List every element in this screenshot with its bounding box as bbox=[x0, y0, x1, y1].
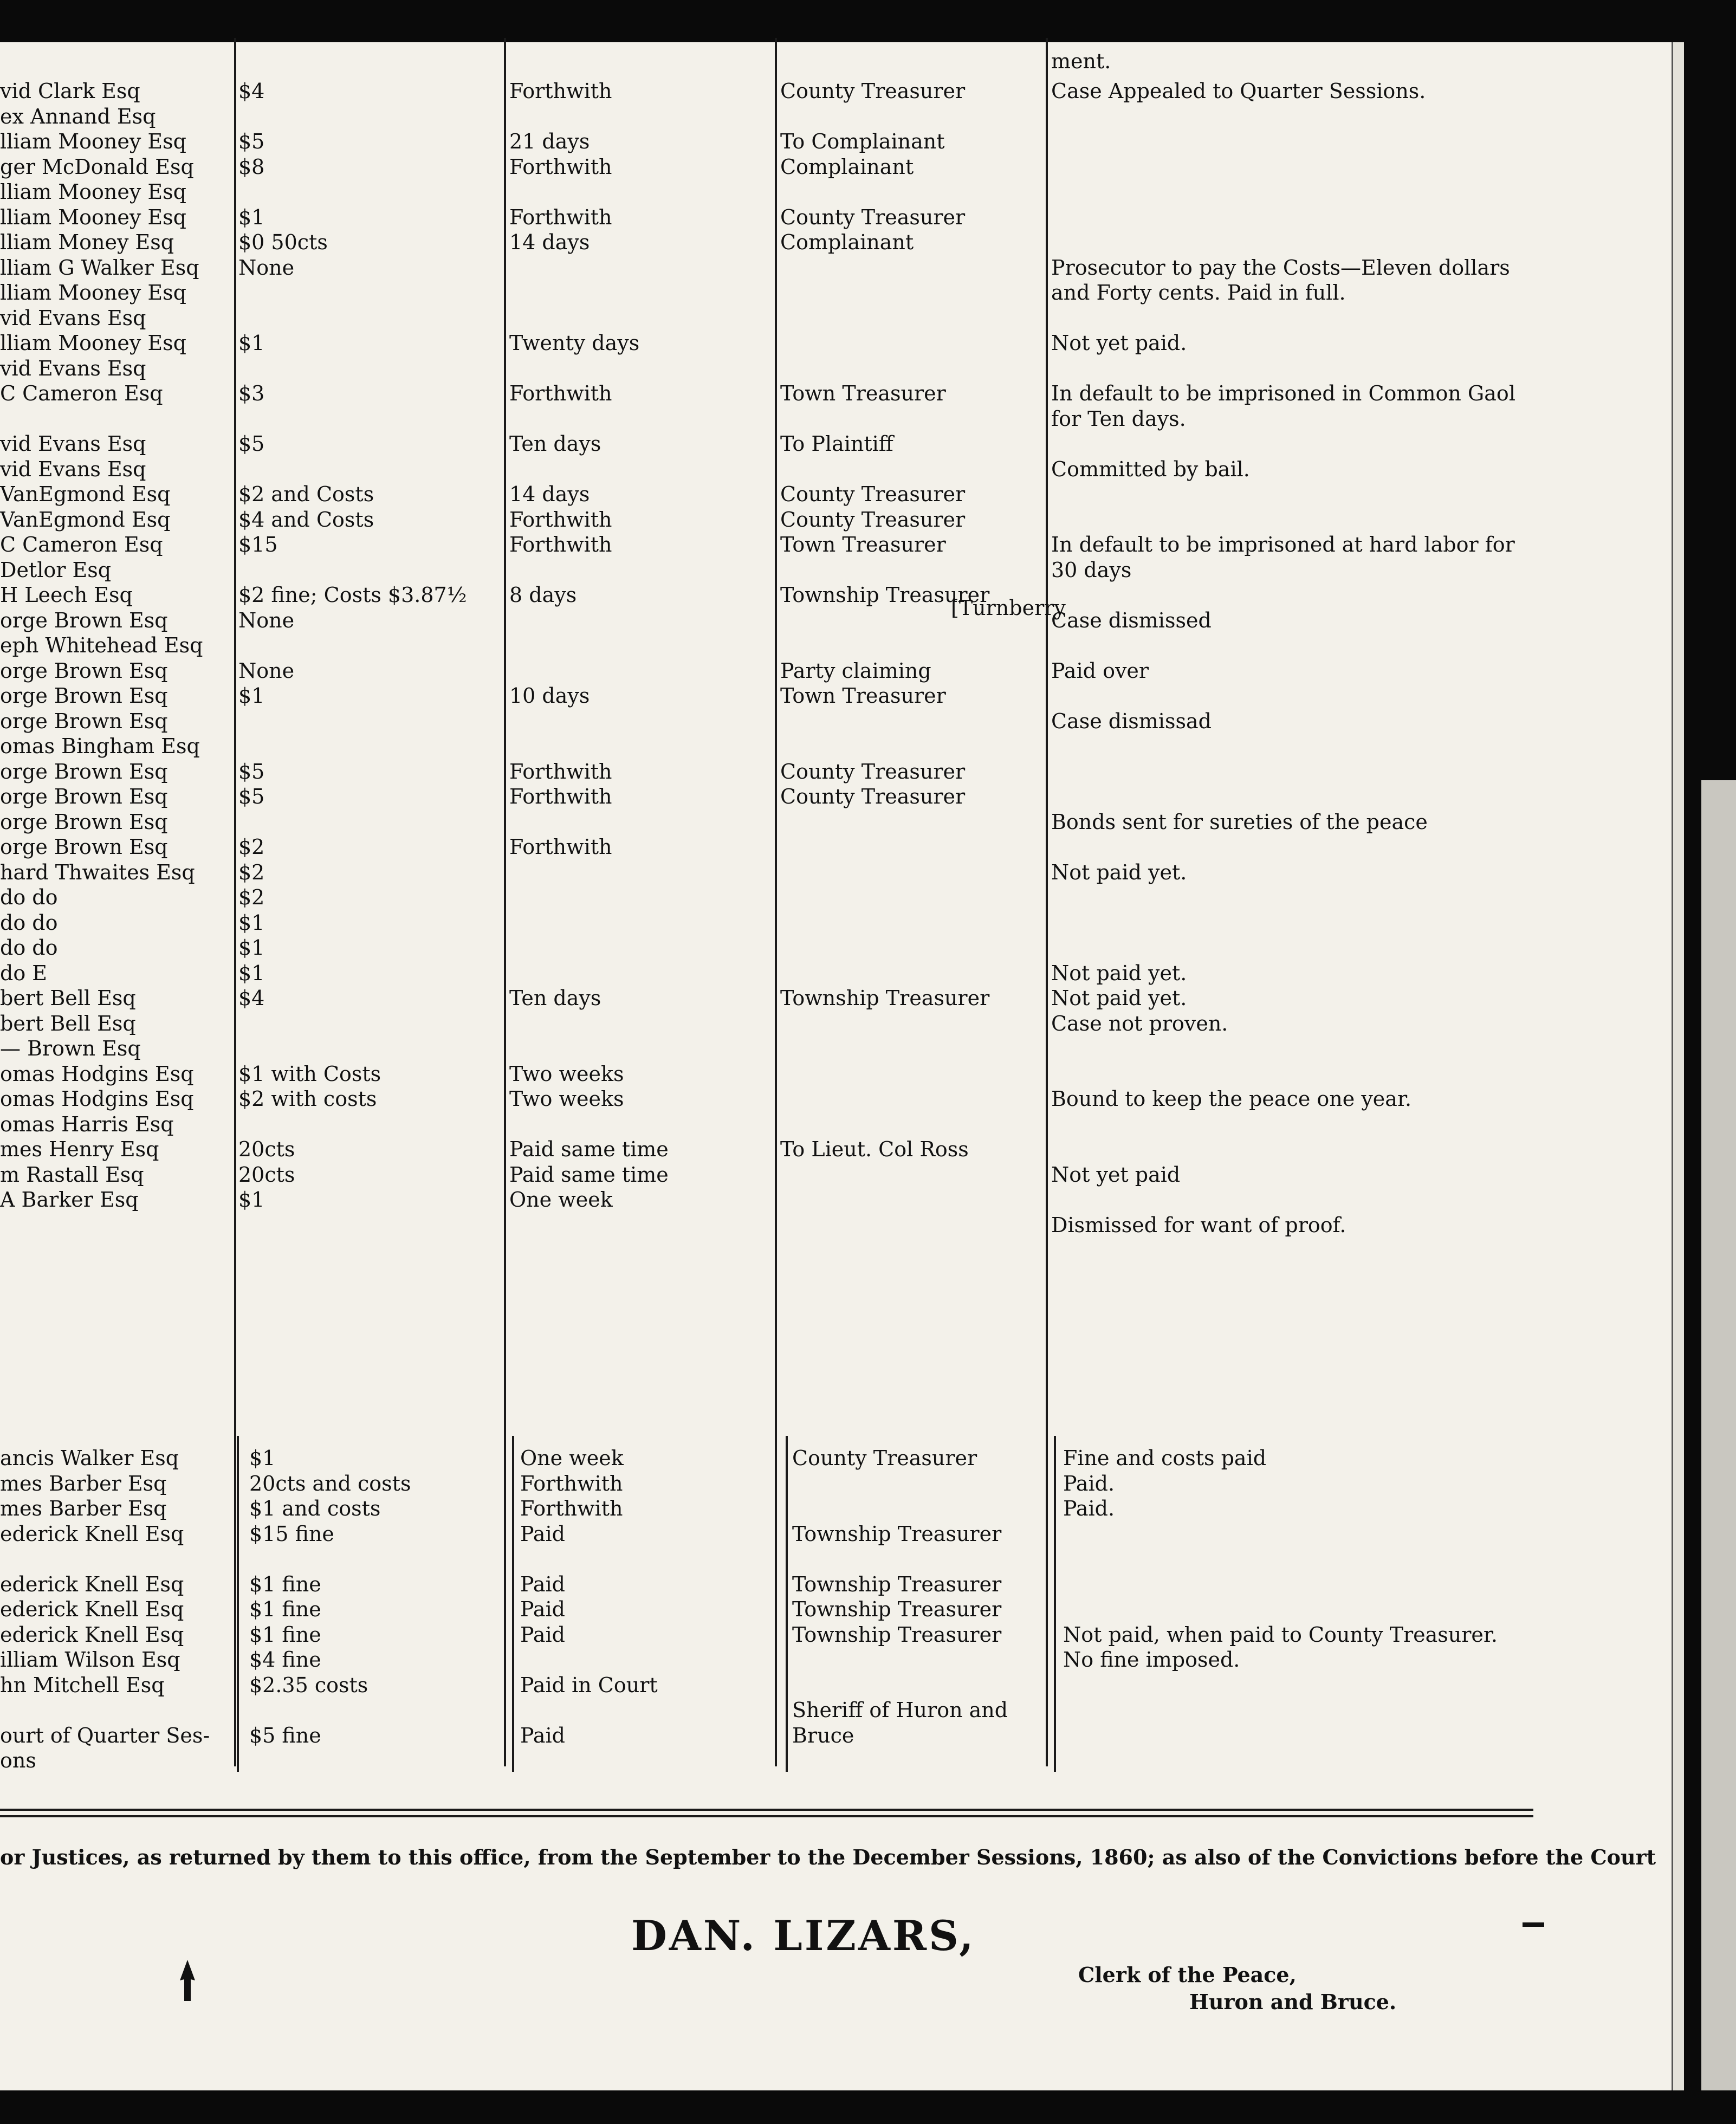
paid-to-cell: Township Treasurer bbox=[792, 1521, 1002, 1546]
table-row bbox=[0, 306, 1669, 331]
table-row bbox=[0, 935, 1669, 960]
justice-cell: vid Evans Esq bbox=[0, 432, 146, 456]
fine-cell: None bbox=[238, 608, 295, 632]
bottom-rule bbox=[0, 1809, 1533, 1811]
table-row bbox=[0, 255, 1669, 280]
time-cell: Paid bbox=[520, 1521, 565, 1546]
time-cell: 14 days bbox=[509, 230, 590, 254]
remark-cell: In default to be imprisoned in Common Gaol bbox=[1051, 381, 1515, 405]
fine-cell: $2 with costs bbox=[238, 1087, 377, 1111]
paid-to-cell: To Lieut. Col Ross bbox=[780, 1137, 969, 1161]
justice-cell: m Rastall Esq bbox=[0, 1162, 144, 1187]
justice-cell: lliam Mooney Esq bbox=[0, 180, 186, 204]
table-row bbox=[0, 79, 1669, 103]
paid-to-cell: Township Treasurer bbox=[780, 583, 990, 607]
paid-to-cell: County Treasurer bbox=[780, 785, 966, 808]
time-cell: Forthwith bbox=[509, 507, 612, 532]
table-row bbox=[0, 1496, 1669, 1521]
footer-note: or Justices, as returned by them to this office, from the September to the December Sessions, 1860; as also of the Convictions before the Court bbox=[0, 1845, 1656, 1869]
table-row bbox=[0, 1011, 1669, 1036]
paid-to-cell: Township Treasurer bbox=[780, 986, 990, 1010]
justice-cell: orge Brown Esq bbox=[0, 709, 168, 733]
justice-cell: ons bbox=[0, 1749, 36, 1772]
time-cell: Paid bbox=[520, 1622, 565, 1647]
pointing-hand-icon bbox=[176, 1959, 199, 2002]
fine-cell: None bbox=[238, 255, 295, 280]
fine-cell: $2.35 costs bbox=[249, 1673, 368, 1697]
justice-cell: orge Brown Esq bbox=[0, 658, 168, 683]
table-row bbox=[0, 709, 1669, 734]
fine-cell: $4 bbox=[238, 79, 265, 103]
justice-cell: hard Thwaites Esq bbox=[0, 860, 195, 884]
justice-cell: lliam Mooney Esq bbox=[0, 205, 186, 229]
table-row bbox=[0, 457, 1669, 482]
fine-cell: $2 bbox=[238, 885, 265, 909]
fine-cell: $1 fine bbox=[249, 1597, 321, 1621]
fine-cell: $4 and Costs bbox=[238, 507, 374, 532]
time-cell: Forthwith bbox=[509, 835, 612, 859]
remark-cell: Not paid yet. bbox=[1051, 961, 1187, 985]
table-row bbox=[0, 129, 1669, 154]
fine-cell: $3 bbox=[238, 381, 265, 405]
remark-cell: No fine imposed. bbox=[1063, 1648, 1240, 1672]
table-row bbox=[0, 179, 1669, 204]
time-cell: Forthwith bbox=[509, 205, 612, 229]
fine-cell: $5 bbox=[238, 129, 265, 153]
page-edge-strip bbox=[1701, 780, 1736, 2124]
office-line-1: Clerk of the Peace, bbox=[1078, 1963, 1297, 1987]
fine-cell: $1 with Costs bbox=[238, 1061, 381, 1086]
fine-cell: $1 fine bbox=[249, 1622, 321, 1647]
time-cell: Paid in Court bbox=[520, 1673, 658, 1697]
justice-cell: omas Hodgins Esq bbox=[0, 1087, 194, 1111]
remark-cell: Case dismissad bbox=[1051, 709, 1212, 733]
table-row bbox=[0, 1521, 1669, 1546]
time-cell: Ten days bbox=[509, 432, 601, 456]
paid-to-cell: Sheriff of Huron and bbox=[792, 1698, 1008, 1722]
table-row bbox=[0, 608, 1669, 633]
time-cell: Forthwith bbox=[520, 1471, 623, 1495]
paid-to-cell: Bruce bbox=[792, 1723, 854, 1747]
table-row bbox=[0, 683, 1669, 708]
table-row bbox=[0, 1546, 1669, 1571]
justice-cell: ederick Knell Esq bbox=[0, 1622, 184, 1647]
table-row bbox=[0, 381, 1669, 406]
fine-cell: 20cts bbox=[238, 1137, 295, 1161]
paid-to-cell: Town Treasurer bbox=[780, 381, 946, 405]
time-cell: Ten days bbox=[509, 986, 601, 1010]
table-row bbox=[0, 582, 1669, 607]
table-row bbox=[0, 104, 1669, 129]
paid-to-cell: County Treasurer bbox=[780, 205, 966, 229]
time-cell: Paid same time bbox=[509, 1137, 669, 1161]
justice-cell: lliam Mooney Esq bbox=[0, 331, 186, 355]
fine-cell: $1 bbox=[238, 961, 265, 985]
time-cell: Twenty days bbox=[509, 331, 640, 355]
justice-cell: orge Brown Esq bbox=[0, 810, 168, 834]
justice-cell: ourt of Quarter Ses- bbox=[0, 1723, 210, 1747]
table-row bbox=[0, 1162, 1669, 1187]
table-row bbox=[0, 482, 1669, 507]
justice-cell: do do bbox=[0, 936, 58, 960]
table-row bbox=[0, 759, 1669, 784]
time-cell: Two weeks bbox=[509, 1087, 624, 1111]
paid-to-cell: Township Treasurer bbox=[792, 1572, 1002, 1596]
fine-cell: $4 bbox=[238, 986, 265, 1010]
justice-cell: lliam Mooney Esq bbox=[0, 129, 186, 153]
paid-to-cell: To Complainant bbox=[780, 129, 945, 153]
fine-cell: $1 bbox=[238, 1188, 265, 1212]
paid-to-cell: Township Treasurer bbox=[792, 1622, 1002, 1647]
table-row bbox=[0, 734, 1669, 759]
remark-cell: Case not proven. bbox=[1051, 1011, 1228, 1035]
fine-cell: 20cts and costs bbox=[249, 1471, 411, 1495]
remark-cell: and Forty cents. Paid in full. bbox=[1051, 281, 1346, 305]
justice-cell: ederick Knell Esq bbox=[0, 1521, 184, 1546]
time-cell: Forthwith bbox=[509, 533, 612, 556]
table-row bbox=[0, 1112, 1669, 1137]
justice-cell: lliam G Walker Esq bbox=[0, 255, 199, 280]
time-cell: 8 days bbox=[509, 583, 577, 607]
time-cell: Paid same time bbox=[509, 1162, 669, 1187]
fine-cell: $5 bbox=[238, 785, 265, 808]
table-row bbox=[0, 356, 1669, 381]
remark-cell: Not paid yet. bbox=[1051, 986, 1187, 1010]
remark-cell: Bonds sent for sureties of the peace bbox=[1051, 810, 1428, 834]
justice-cell: do do bbox=[0, 885, 58, 909]
fine-cell: $1 and costs bbox=[249, 1497, 381, 1520]
justice-cell: omas Harris Esq bbox=[0, 1112, 174, 1136]
turnberry-note: [Turnberry bbox=[951, 596, 1066, 620]
fine-cell: $5 bbox=[238, 759, 265, 783]
fine-cell: $15 fine bbox=[249, 1521, 334, 1546]
table-row bbox=[0, 1622, 1669, 1647]
time-cell: Forthwith bbox=[520, 1497, 623, 1520]
paid-to-cell: Complainant bbox=[780, 230, 914, 254]
justice-cell: do do bbox=[0, 910, 58, 935]
justice-cell: C Cameron Esq bbox=[0, 533, 163, 556]
fine-cell: $1 bbox=[238, 331, 265, 355]
time-cell: Two weeks bbox=[509, 1061, 624, 1086]
fine-cell: $2 bbox=[238, 835, 265, 859]
fine-cell: $1 bbox=[238, 684, 265, 708]
paid-to-cell: County Treasurer bbox=[792, 1446, 977, 1470]
time-cell: One week bbox=[509, 1188, 613, 1212]
justice-cell: orge Brown Esq bbox=[0, 759, 168, 783]
table-row bbox=[0, 280, 1669, 305]
paid-to-cell: Complainant bbox=[780, 154, 914, 179]
top-remark-row bbox=[0, 49, 1669, 74]
fine-cell: $5 bbox=[238, 432, 265, 456]
table-row bbox=[0, 1673, 1669, 1698]
table-row bbox=[0, 860, 1669, 885]
office-line-2: Huron and Bruce. bbox=[1189, 1990, 1397, 2014]
table-row bbox=[0, 230, 1669, 255]
table-row bbox=[0, 1036, 1669, 1061]
remark-cell: Paid over bbox=[1051, 658, 1149, 683]
justice-cell: orge Brown Esq bbox=[0, 608, 168, 632]
justice-cell: Detlor Esq bbox=[0, 558, 112, 582]
remark-cell: Paid. bbox=[1063, 1471, 1115, 1495]
justice-cell: C Cameron Esq bbox=[0, 381, 163, 405]
remark-cell: Paid. bbox=[1063, 1497, 1115, 1520]
justice-cell: lliam Money Esq bbox=[0, 230, 174, 254]
paid-to-cell: County Treasurer bbox=[780, 79, 966, 103]
fine-cell: $1 bbox=[238, 205, 265, 229]
justice-cell: lliam Mooney Esq bbox=[0, 281, 186, 305]
remark-cell: In default to be imprisoned at hard labor for bbox=[1051, 533, 1515, 556]
page-edge-bottom bbox=[0, 2090, 1736, 2124]
justice-cell: VanEgmond Esq bbox=[0, 507, 171, 532]
remark-cell: Fine and costs paid bbox=[1063, 1446, 1267, 1470]
table-row bbox=[0, 910, 1669, 935]
fine-cell: $5 fine bbox=[249, 1723, 321, 1747]
table-row bbox=[0, 1647, 1669, 1672]
paid-to-cell: County Treasurer bbox=[780, 507, 966, 532]
justice-cell: bert Bell Esq bbox=[0, 1011, 136, 1035]
time-cell: Forthwith bbox=[509, 759, 612, 783]
paid-to-cell: County Treasurer bbox=[780, 482, 966, 506]
justice-cell: bert Bell Esq bbox=[0, 986, 136, 1010]
justice-cell: omas Bingham Esq bbox=[0, 734, 200, 758]
table-row bbox=[0, 834, 1669, 859]
justice-cell: eph Whitehead Esq bbox=[0, 633, 203, 657]
justice-cell: mes Barber Esq bbox=[0, 1471, 167, 1495]
justice-cell: orge Brown Esq bbox=[0, 835, 168, 859]
table-row bbox=[0, 558, 1669, 582]
time-cell: Paid bbox=[520, 1723, 565, 1747]
fine-cell: $4 fine bbox=[249, 1648, 321, 1672]
fine-cell: None bbox=[238, 658, 295, 683]
justice-cell: illiam Wilson Esq bbox=[0, 1648, 180, 1672]
remark-cell: 30 days bbox=[1051, 558, 1132, 582]
justice-cell: orge Brown Esq bbox=[0, 684, 168, 708]
paid-to-cell: Township Treasurer bbox=[792, 1597, 1002, 1621]
justice-cell: H Leech Esq bbox=[0, 583, 133, 607]
table-row bbox=[0, 1137, 1669, 1162]
table-row bbox=[0, 331, 1669, 355]
fine-cell: $1 bbox=[249, 1446, 276, 1470]
remark-cell: Not paid yet. bbox=[1051, 860, 1187, 884]
remark-cell: Case dismissed bbox=[1051, 608, 1212, 632]
remark-cell: Dismissed for want of proof. bbox=[1051, 1213, 1346, 1237]
justice-cell: vid Evans Esq bbox=[0, 457, 146, 481]
remark-cell: for Ten days. bbox=[1051, 406, 1186, 431]
table-row bbox=[0, 1471, 1669, 1496]
justice-cell: vid Clark Esq bbox=[0, 79, 140, 103]
table-row bbox=[0, 507, 1669, 532]
table-row bbox=[0, 1698, 1669, 1722]
table-row bbox=[0, 1572, 1669, 1597]
table-row bbox=[0, 1213, 1669, 1238]
time-cell: 14 days bbox=[509, 482, 590, 506]
table-row bbox=[0, 406, 1669, 431]
justice-cell: ancis Walker Esq bbox=[0, 1446, 179, 1470]
table-row bbox=[0, 154, 1669, 179]
justice-cell: ex Annand Esq bbox=[0, 104, 156, 128]
table-row bbox=[0, 532, 1669, 557]
justice-cell: omas Hodgins Esq bbox=[0, 1061, 194, 1086]
signature: DAN. LIZARS, bbox=[631, 1912, 976, 1960]
fine-cell: 20cts bbox=[238, 1162, 295, 1187]
time-cell: Paid bbox=[520, 1572, 565, 1596]
table-row bbox=[0, 885, 1669, 910]
remark-cell: Not yet paid bbox=[1051, 1162, 1181, 1187]
paid-to-cell: Town Treasurer bbox=[780, 684, 946, 708]
justice-cell: ederick Knell Esq bbox=[0, 1597, 184, 1621]
time-cell: One week bbox=[520, 1446, 624, 1470]
paid-to-cell: Town Treasurer bbox=[780, 533, 946, 556]
justice-cell: orge Brown Esq bbox=[0, 785, 168, 808]
table-row bbox=[0, 1061, 1669, 1086]
table-row bbox=[0, 205, 1669, 230]
justice-cell: — Brown Esq bbox=[0, 1037, 141, 1060]
time-cell: Forthwith bbox=[509, 79, 612, 103]
justice-cell: mes Henry Esq bbox=[0, 1137, 159, 1161]
table-row bbox=[0, 1723, 1669, 1748]
bottom-rule bbox=[0, 1815, 1533, 1817]
table-row bbox=[0, 1748, 1669, 1773]
justice-cell: ederick Knell Esq bbox=[0, 1572, 184, 1596]
time-cell: Forthwith bbox=[509, 381, 612, 405]
fine-cell: $2 and Costs bbox=[238, 482, 374, 506]
remark-cell: Not yet paid. bbox=[1051, 331, 1187, 355]
justice-cell: ger McDonald Esq bbox=[0, 154, 194, 179]
remark-cell: Case Appealed to Quarter Sessions. bbox=[1051, 79, 1426, 103]
page-edge-top bbox=[0, 0, 1736, 42]
dash-mark bbox=[1523, 1922, 1544, 1927]
table-row bbox=[0, 431, 1669, 456]
fine-cell: $1 fine bbox=[249, 1572, 321, 1596]
table-row bbox=[0, 810, 1669, 834]
justice-cell: do E bbox=[0, 961, 48, 985]
table-row bbox=[0, 658, 1669, 683]
paid-to-cell: Party claiming bbox=[780, 658, 931, 683]
justice-cell: mes Barber Esq bbox=[0, 1497, 167, 1520]
paid-to-cell: County Treasurer bbox=[780, 759, 966, 783]
remark-cell: Not paid, when paid to County Treasurer. bbox=[1063, 1622, 1498, 1647]
table-row bbox=[0, 986, 1669, 1011]
remark-cell: ment. bbox=[1051, 49, 1111, 73]
fine-cell: $2 fine; Costs $3.87½ bbox=[238, 583, 467, 607]
fine-cell: $0 50cts bbox=[238, 230, 328, 254]
justice-cell: A Barker Esq bbox=[0, 1188, 139, 1212]
table-row bbox=[0, 1446, 1669, 1471]
table-row bbox=[0, 961, 1669, 986]
fine-cell: $1 bbox=[238, 910, 265, 935]
fine-cell: $2 bbox=[238, 860, 265, 884]
table-row bbox=[0, 1086, 1669, 1111]
table-row bbox=[0, 633, 1669, 658]
time-cell: Forthwith bbox=[509, 785, 612, 808]
remark-cell: Prosecutor to pay the Costs—Eleven dollars bbox=[1051, 255, 1510, 280]
justice-cell: vid Evans Esq bbox=[0, 306, 146, 330]
remark-cell: Bound to keep the peace one year. bbox=[1051, 1087, 1412, 1111]
fine-cell: $15 bbox=[238, 533, 278, 556]
time-cell: 10 days bbox=[509, 684, 590, 708]
fine-cell: $1 bbox=[238, 936, 265, 960]
justice-cell: hn Mitchell Esq bbox=[0, 1673, 165, 1697]
justice-cell: vid Evans Esq bbox=[0, 356, 146, 380]
table-row bbox=[0, 784, 1669, 809]
fine-cell: $8 bbox=[238, 154, 265, 179]
paid-to-cell: To Plaintiff bbox=[780, 432, 893, 456]
time-cell: 21 days bbox=[509, 129, 590, 153]
time-cell: Paid bbox=[520, 1597, 565, 1621]
time-cell: Forthwith bbox=[509, 154, 612, 179]
justice-cell: VanEgmond Esq bbox=[0, 482, 171, 506]
remark-cell: Committed by bail. bbox=[1051, 457, 1250, 481]
table-row bbox=[0, 1187, 1669, 1212]
table-row bbox=[0, 1597, 1669, 1622]
